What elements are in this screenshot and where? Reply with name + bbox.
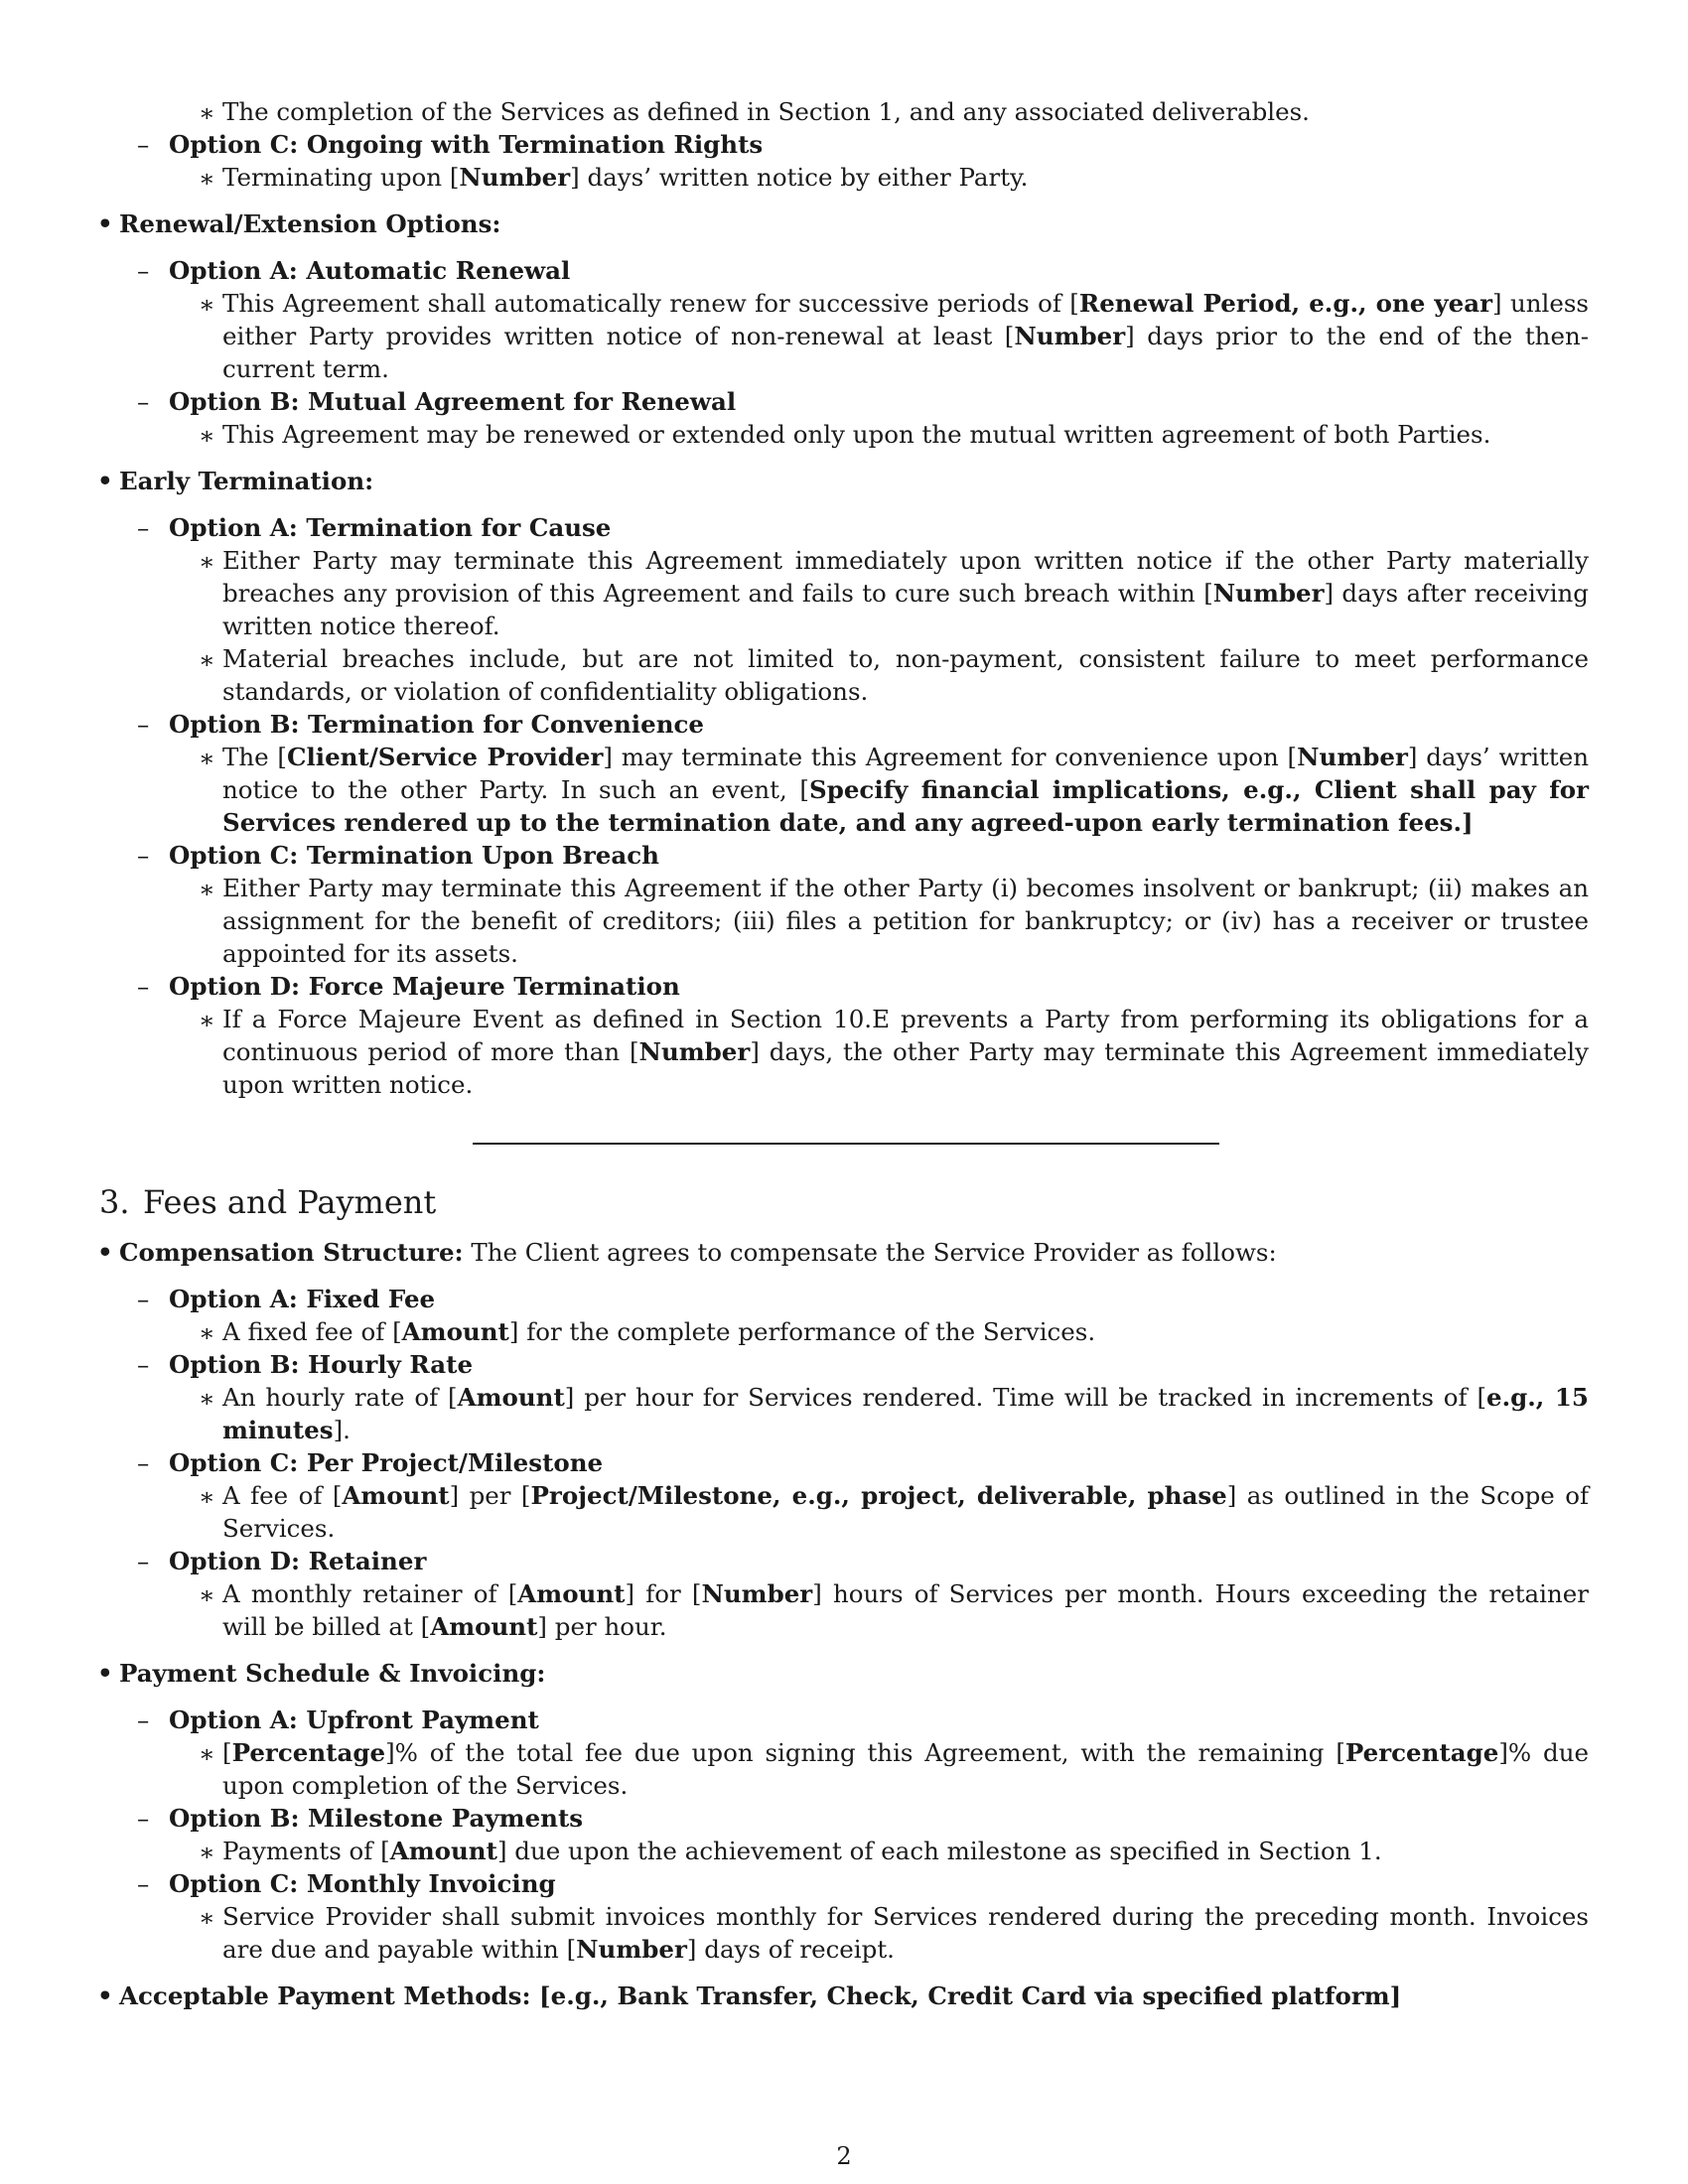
asterisk-bullet-icon: ∗	[199, 1739, 215, 1768]
option-title: Option C: Ongoing with Termination Rights	[169, 130, 764, 159]
asterisk-bullet-icon: ∗	[199, 1838, 215, 1866]
option-a-automatic-renewal: – Option A: Automatic Renewal	[137, 256, 571, 285]
list-item: ∗ This Agreement shall automatically renew for successive periods of [Renewal Period, e.g., one year] unless either Party provides written notice of non-renewal at least [Number] days prior to the end of the then-current term.	[199, 289, 1589, 383]
list-item: ∗ [Percentage]% of the total fee due upon signing this Agreement, with the remaining [Percentage]% due upon completion of the Services.	[199, 1738, 1589, 1800]
section-item-title: Early Termination:	[119, 467, 374, 495]
list-item: ∗ A fee of [Amount] per [Project/Milestone, e.g., project, deliverable, phase] as outlined in the Scope of Services.	[199, 1481, 1590, 1543]
asterisk-bullet-icon: ∗	[199, 1318, 215, 1347]
dash-bullet-icon: –	[137, 130, 150, 159]
dash-bullet-icon: –	[137, 1804, 150, 1833]
asterisk-bullet-icon: ∗	[199, 1384, 215, 1413]
list-item: ∗ Either Party may terminate this Agreement if the other Party (i) becomes insolvent or bankrupt; (ii) makes an assignment for the benefit of creditors; (iii) files a petition for bankruptcy; or (iv) has a receiver or trustee appointed for its assets.	[199, 874, 1589, 968]
option-b-convenience: – Option B: Termination for Convenience	[137, 710, 705, 739]
document-page	[99, 95, 1589, 2026]
bullet-icon: •	[97, 467, 113, 495]
asterisk-bullet-icon: ∗	[199, 164, 215, 193]
option-a-upfront: – Option A: Upfront Payment	[137, 1706, 539, 1734]
option-a-cause: – Option A: Termination for Cause	[137, 513, 612, 542]
option-c-breach: – Option C: Termination Upon Breach	[137, 841, 659, 870]
dash-bullet-icon: –	[137, 710, 150, 739]
option-c-ongoing	[107, 128, 1589, 161]
list-item: ∗ Terminating upon [Number] days’ written notice by either Party.	[199, 163, 1029, 193]
list-item: ∗ The completion of the Services as defined in Section 1, and any associated deliverables.	[199, 97, 1310, 127]
renewal-sublist	[99, 254, 1589, 451]
asterisk-bullet-icon: ∗	[199, 290, 215, 319]
list-item: ∗ Material breaches include, but are not limited to, non-payment, consistent failure to meet performance standards, or violation of confidentiality obligations.	[199, 644, 1589, 706]
list-item: ∗ This Agreement may be renewed or extended only upon the mutual written agreement of both Parties.	[199, 420, 1491, 450]
page-number: 2	[836, 2142, 852, 2170]
asterisk-bullet-icon: ∗	[199, 98, 215, 127]
asterisk-bullet-icon: ∗	[199, 1903, 215, 1932]
dash-bullet-icon: –	[137, 513, 150, 542]
list-item: ∗ A monthly retainer of [Amount] for [Number] hours of Services per month. Hours exceeding the retainer will be billed at [Amount] per hour.	[199, 1579, 1589, 1641]
asterisk-bullet-icon: ∗	[199, 875, 215, 903]
list-item: ∗ The [Client/Service Provider] may terminate this Agreement for convenience upon [Number] days’ written notice to the other Party. In such an event, [Specify financial implications, e.g., Client shall pay for Services rendered up to the termination date, and any agreed-upon early termination fees.]	[199, 743, 1590, 837]
asterisk-bullet-icon: ∗	[199, 547, 215, 576]
dash-bullet-icon: –	[137, 972, 150, 1001]
asterisk-bullet-icon: ∗	[199, 421, 215, 450]
dash-bullet-icon: –	[137, 387, 150, 416]
asterisk-bullet-icon: ∗	[199, 744, 215, 772]
asterisk-bullet-icon: ∗	[199, 645, 215, 674]
bullet-icon: •	[97, 1659, 113, 1688]
list-item: ∗ Either Party may terminate this Agreement immediately upon written notice if the other Party materially breaches any provision of this Agreement and fails to cure such breach within [Number] days after receiving written notice thereof.	[199, 546, 1589, 640]
bullet-icon: •	[97, 1981, 113, 2010]
term-continuation	[99, 95, 1589, 194]
asterisk-bullet-icon: ∗	[199, 1482, 215, 1511]
early-termination	[99, 465, 1589, 497]
list-item: ∗ A fixed fee of [Amount] for the complete performance of the Services.	[199, 1317, 1096, 1347]
dash-bullet-icon: –	[137, 841, 150, 870]
compensation-structure: • Compensation Structure: The Client agrees to compensate the Service Provider as follows:	[97, 1238, 1277, 1267]
dash-bullet-icon: –	[137, 1350, 150, 1379]
payment-schedule: • Payment Schedule & Invoicing:	[97, 1659, 546, 1688]
section-heading: 3. Fees and Payment	[99, 1183, 437, 1221]
payment-methods: • Acceptable Payment Methods: [e.g., Bank Transfer, Check, Credit Card via specified platform]	[97, 1981, 1402, 2010]
dash-bullet-icon: –	[137, 1706, 150, 1734]
list-item: ∗ Payments of [Amount] due upon the achievement of each milestone as specified in Section 1.	[199, 1837, 1382, 1866]
dash-bullet-icon: –	[137, 1448, 150, 1477]
option-a-fixed-fee: – Option A: Fixed Fee	[137, 1285, 436, 1313]
list-item: ∗ Service Provider shall submit invoices monthly for Services rendered during the preceding month. Invoices are due and payable within [Number] days of receipt.	[199, 1902, 1589, 1964]
option-b-hourly-rate: – Option B: Hourly Rate	[137, 1350, 474, 1379]
bullet-icon: •	[97, 1238, 113, 1267]
bullet-icon: •	[97, 209, 113, 238]
dash-bullet-icon: –	[137, 1547, 150, 1575]
asterisk-bullet-icon: ∗	[199, 1006, 215, 1034]
compensation-sublist	[99, 1283, 1589, 1643]
asterisk-bullet-icon: ∗	[199, 1580, 215, 1609]
dash-bullet-icon: –	[137, 1869, 150, 1898]
payment-schedule-sublist	[99, 1704, 1589, 1966]
early-termination-sublist	[99, 511, 1589, 1101]
horizontal-rule	[473, 1143, 1219, 1145]
dash-bullet-icon: –	[137, 256, 150, 285]
dash-bullet-icon: –	[137, 1285, 150, 1313]
option-c-monthly: – Option C: Monthly Invoicing	[137, 1869, 556, 1898]
list-item: ∗ An hourly rate of [Amount] per hour for Services rendered. Time will be tracked in increments of [e.g., 15 minutes].	[199, 1383, 1589, 1444]
option-b-mutual-renewal: – Option B: Mutual Agreement for Renewal	[137, 387, 737, 416]
section-item-title: Renewal/Extension Options:	[119, 209, 501, 238]
option-d-retainer: – Option D: Retainer	[137, 1547, 427, 1575]
list-item: ∗ If a Force Majeure Event as defined in Section 10.E prevents a Party from performing its obligations for a continuous period of more than [Number] days, the other Party may terminate this Agreement immediately upon written notice.	[199, 1005, 1589, 1099]
option-b-milestone: – Option B: Milestone Payments	[137, 1804, 584, 1833]
option-d-force-majeure: – Option D: Force Majeure Termination	[137, 972, 680, 1001]
renewal-options	[99, 207, 1589, 240]
option-c-per-project: – Option C: Per Project/Milestone	[137, 1448, 604, 1477]
